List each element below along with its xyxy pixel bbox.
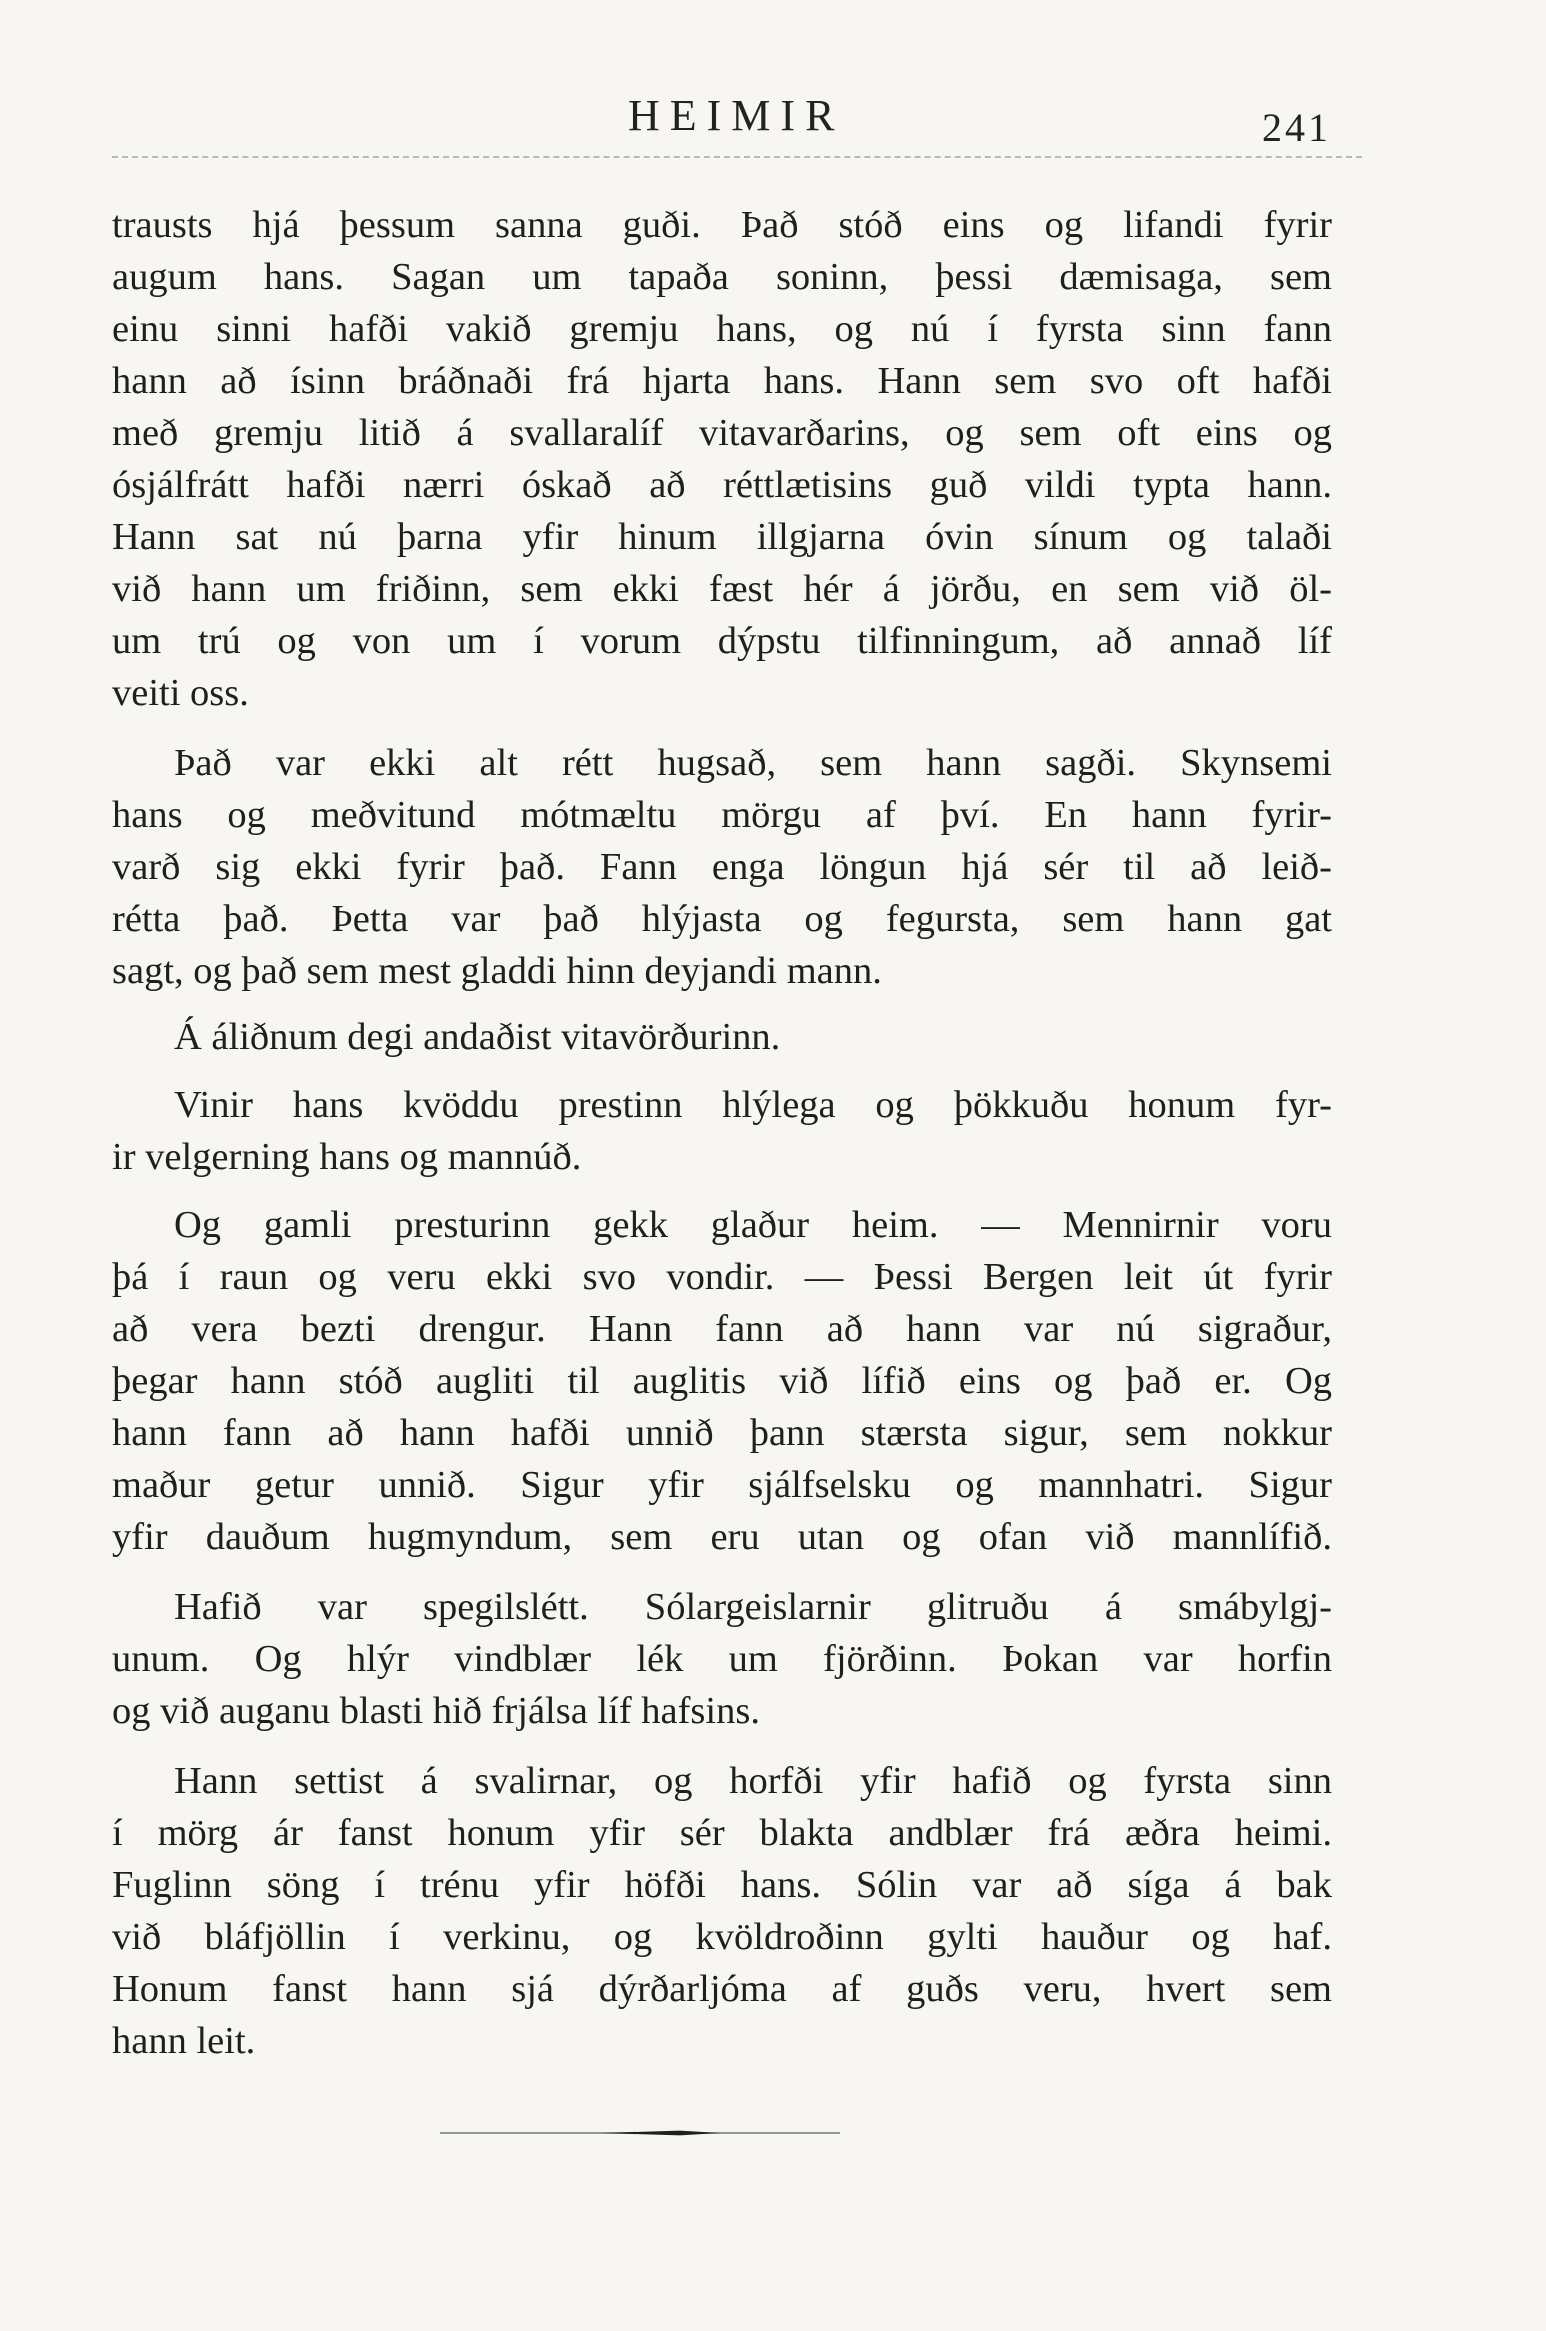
text-line: þegar hann stóð augliti til auglitis við lífið eins og það er. Og	[112, 1360, 1332, 1402]
text-line: yfir dauðum hugmyndum, sem eru utan og ofan við mannlífið.	[112, 1516, 1332, 1558]
text-line: með gremju litið á svallaralíf vitavarðarins, og sem oft eins og	[112, 412, 1332, 454]
text-line: hann leit.	[112, 2020, 256, 2062]
text-line: Honum fanst hann sjá dýrðarljóma af guðs veru, hvert sem	[112, 1968, 1332, 2010]
text-line: þá í raun og veru ekki svo vondir. — Þessi Bergen leit út fyrir	[112, 1256, 1332, 1298]
text-line: sagt, og það sem mest gladdi hinn deyjandi mann.	[112, 950, 882, 992]
text-line: við hann um friðinn, sem ekki fæst hér á jörðu, en sem við öl-	[112, 568, 1332, 610]
text-line: hann fann að hann hafði unnið þann stærsta sigur, sem nokkur	[112, 1412, 1332, 1454]
end-ornament	[440, 2128, 840, 2138]
header-rule	[112, 156, 1362, 158]
text-line: hann að ísinn bráðnaði frá hjarta hans. Hann sem svo oft hafði	[112, 360, 1332, 402]
text-line: Á áliðnum degi andaðist vitavörðurinn.	[174, 1016, 781, 1058]
text-line: Fuglinn söng í trénu yfir höfði hans. Sólin var að síga á bak	[112, 1864, 1332, 1906]
text-line: trausts hjá þessum sanna guði. Það stóð eins og lifandi fyrir	[112, 204, 1332, 246]
text-line: Vinir hans kvöddu prestinn hlýlega og þökkuðu honum fyr-	[174, 1084, 1332, 1126]
text-line: í mörg ár fanst honum yfir sér blakta andblær frá æðra heimi.	[112, 1812, 1332, 1854]
text-line: Hafið var spegilslétt. Sólargeislarnir glitruðu á smábylgj-	[174, 1586, 1332, 1628]
text-line: augum hans. Sagan um tapaða soninn, þessi dæmisaga, sem	[112, 256, 1332, 298]
text-line: veiti oss.	[112, 672, 249, 714]
text-line: maður getur unnið. Sigur yfir sjálfselsku og mannhatri. Sigur	[112, 1464, 1332, 1506]
text-line: við bláfjöllin í verkinu, og kvöldroðinn gylti hauður og haf.	[112, 1916, 1332, 1958]
text-line: og við auganu blasti hið frjálsa líf hafsins.	[112, 1690, 760, 1732]
text-line: unum. Og hlýr vindblær lék um fjörðinn. Þokan var horfin	[112, 1638, 1332, 1680]
text-line: varð sig ekki fyrir það. Fann enga löngun hjá sér til að leið-	[112, 846, 1332, 888]
text-line: rétta það. Þetta var það hlýjasta og fegursta, sem hann gat	[112, 898, 1332, 940]
text-line: Hann settist á svalirnar, og horfði yfir hafið og fyrsta sinn	[174, 1760, 1332, 1802]
text-line: Og gamli presturinn gekk glaður heim. — Mennirnir voru	[174, 1204, 1332, 1246]
text-line: að vera bezti drengur. Hann fann að hann var nú sigraður,	[112, 1308, 1332, 1350]
running-head	[0, 88, 1546, 148]
text-line: Það var ekki alt rétt hugsað, sem hann sagði. Skynsemi	[174, 742, 1332, 784]
page-number: 241	[1262, 105, 1331, 150]
text-line: ósjálfrátt hafði nærri óskað að réttlætisins guð vildi typta hann.	[112, 464, 1332, 506]
running-title: HEIMIR	[628, 91, 845, 140]
text-line: ir velgerning hans og mannúð.	[112, 1136, 582, 1178]
text-line: Hann sat nú þarna yfir hinum illgjarna óvin sínum og talaði	[112, 516, 1332, 558]
text-line: um trú og von um í vorum dýpstu tilfinningum, að annað líf	[112, 620, 1332, 662]
text-line: hans og meðvitund mótmæltu mörgu af því. En hann fyrir-	[112, 794, 1332, 836]
text-line: einu sinni hafði vakið gremju hans, og nú í fyrsta sinn fann	[112, 308, 1332, 350]
